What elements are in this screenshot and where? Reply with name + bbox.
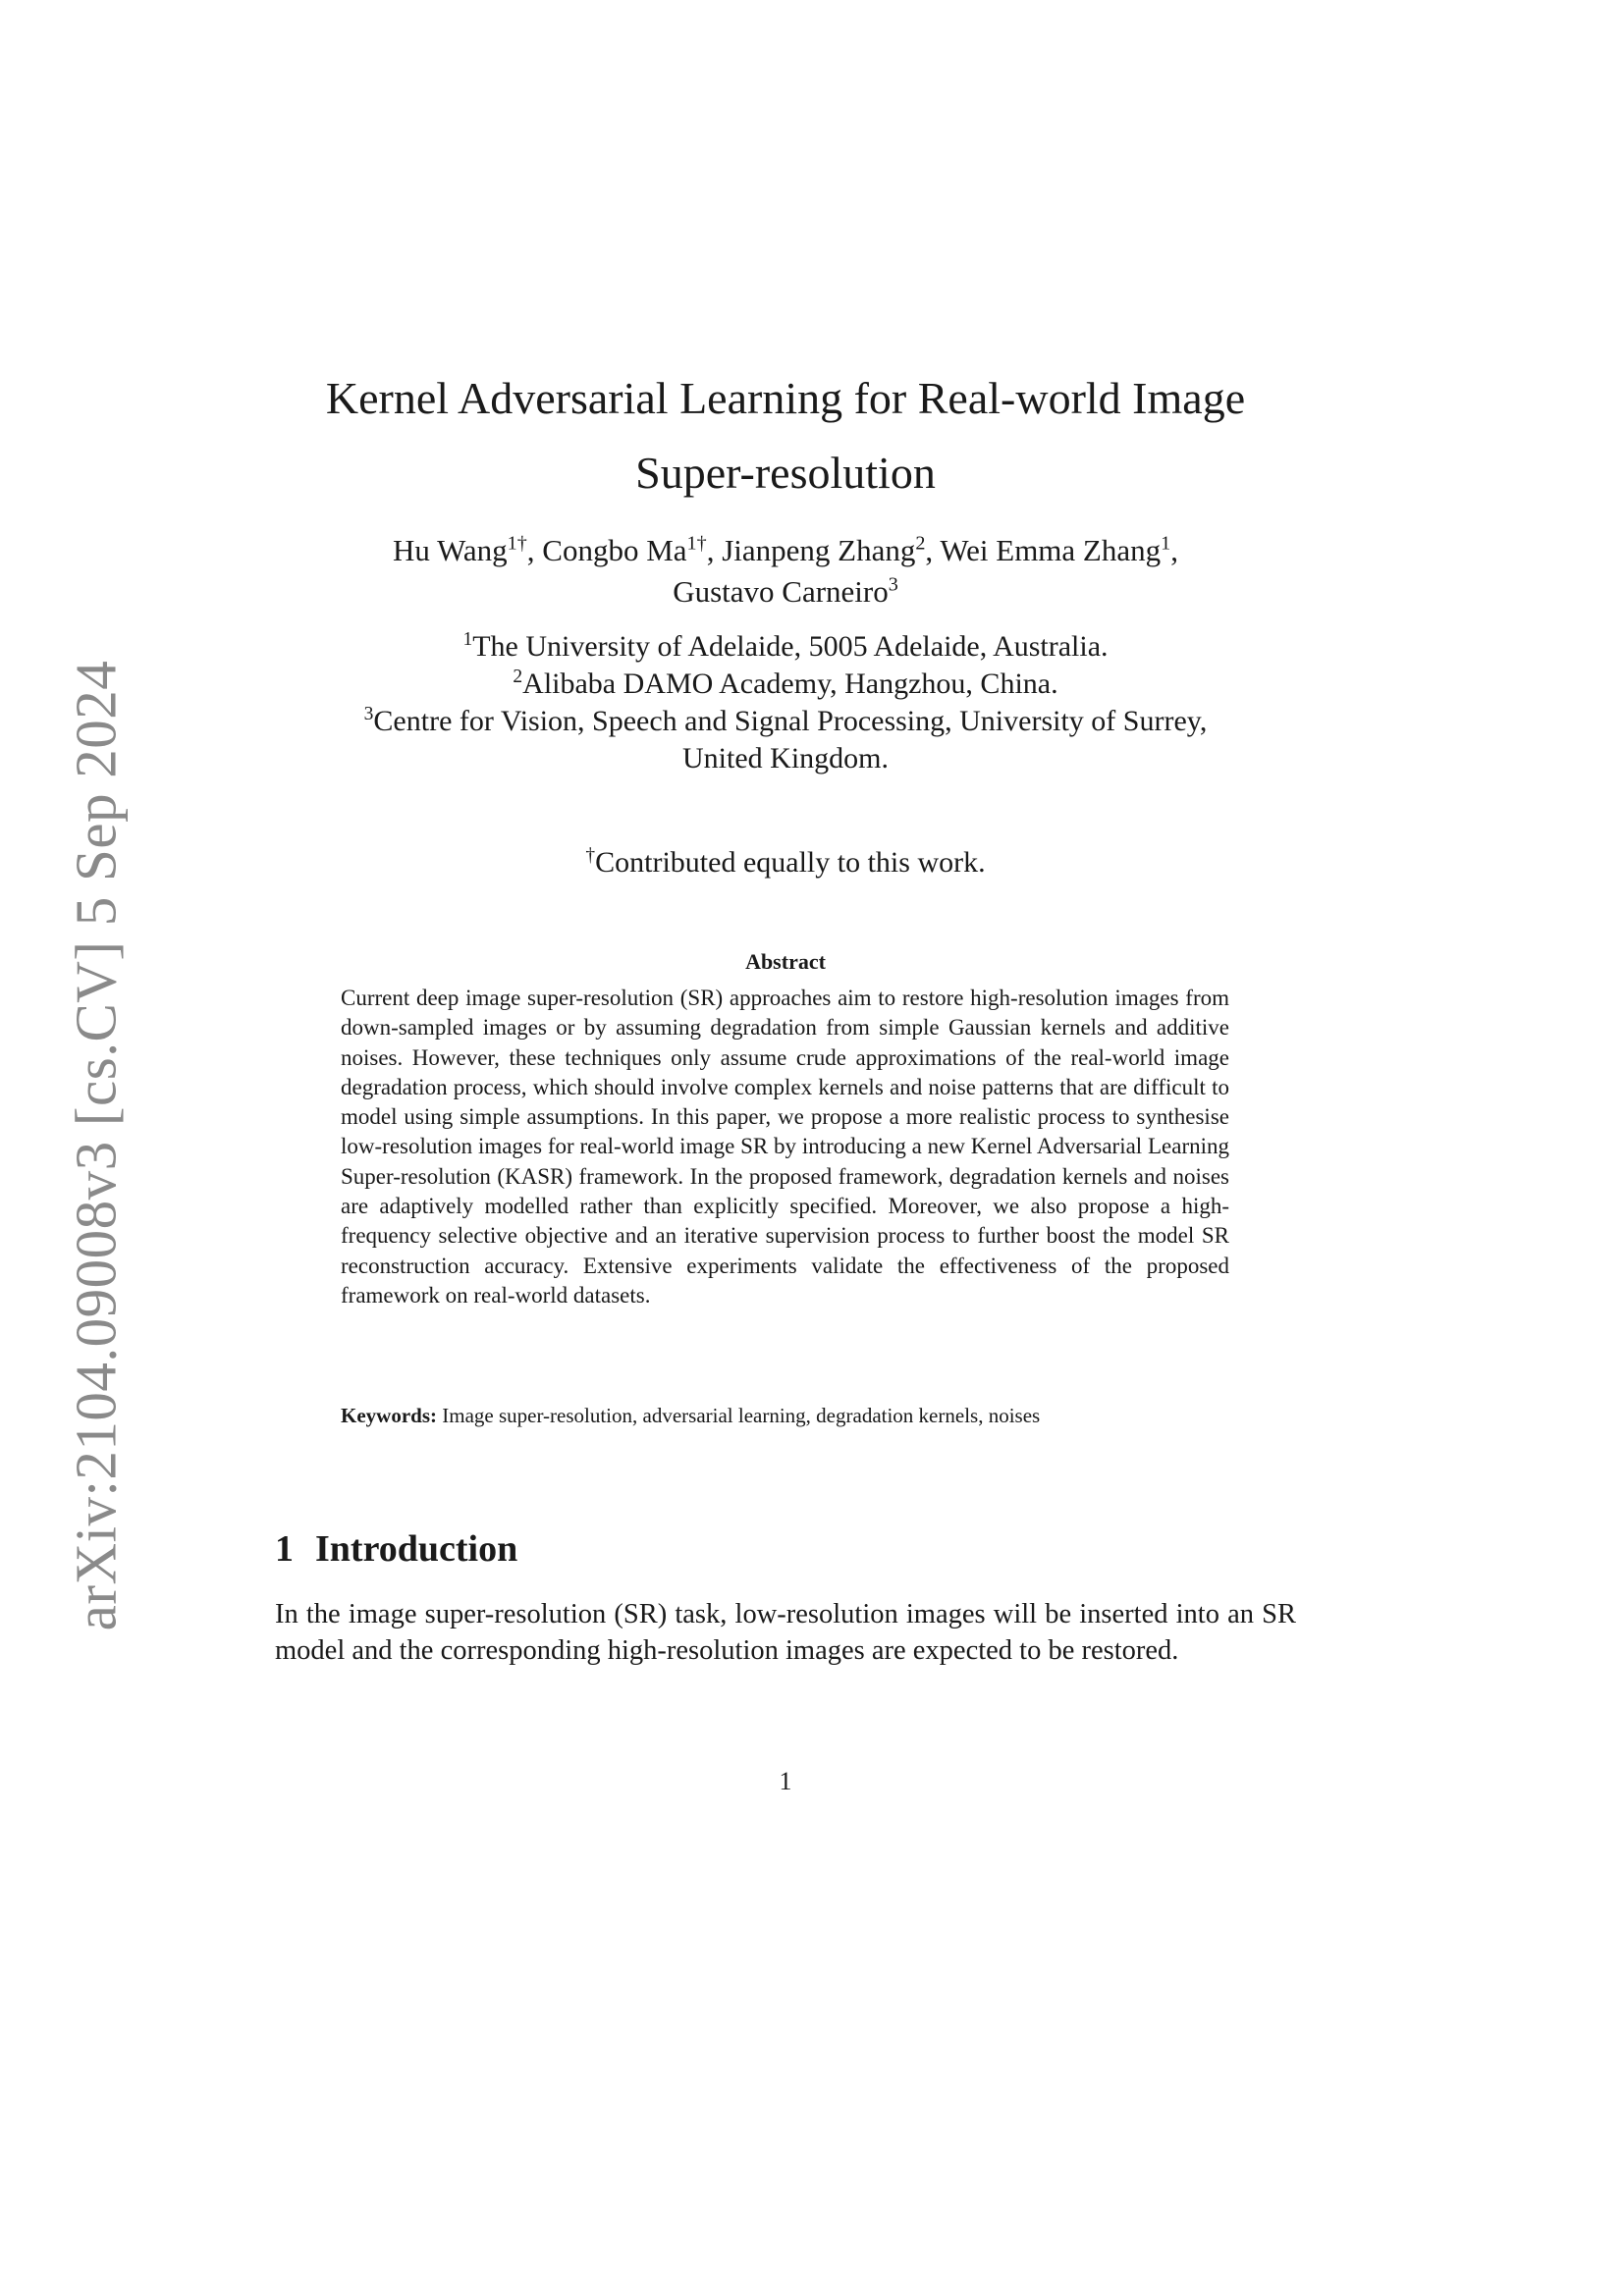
contribution-note: †Contributed equally to this work. bbox=[585, 845, 986, 879]
abstract-heading: Abstract bbox=[745, 949, 826, 974]
intro-paragraph: In the image super-resolution (SR) task, low-resolution images will be inserted into an SR model and the corresponding high-resolution images are expected to be restored. bbox=[275, 1599, 1296, 1666]
affiliation: $^3$Centre for Vision, Speech and Signal Processing, University of Surrey, bbox=[363, 704, 1208, 737]
paper-title bbox=[0, 361, 1571, 510]
author: Jianpeng Zhang$^2$, bbox=[722, 532, 941, 567]
keywords-label: Keywords: bbox=[341, 1404, 437, 1427]
dagger-mark: † bbox=[585, 845, 596, 866]
title-line-1: Kernel Adversarial Learning for Real-world Image bbox=[325, 373, 1246, 423]
affiliation-list bbox=[0, 628, 1571, 777]
section-number: 1 bbox=[275, 1528, 294, 1570]
page-number: 1 bbox=[779, 1767, 792, 1795]
keywords-text: Image super-resolution, adversarial learning, degradation kernels, noises bbox=[442, 1404, 1041, 1427]
affiliation: $^2$Alibaba DAMO Academy, Hangzhou, China. bbox=[513, 667, 1058, 700]
affiliation: United Kingdom. bbox=[682, 742, 889, 774]
author: Wei Emma Zhang$^1$, bbox=[940, 532, 1178, 567]
title-line-2: Super-resolution bbox=[635, 448, 936, 498]
affiliation: $^1$The University of Adelaide, 5005 Adelaide, Australia. bbox=[462, 629, 1109, 663]
author-list bbox=[0, 530, 1571, 613]
keywords bbox=[341, 1402, 1229, 1429]
author: Hu Wang$^{1\dagger}$, bbox=[393, 532, 543, 567]
arxiv-stamp: arXiv:2104.09008v3 [cs.CV] 5 Sep 2024 bbox=[63, 660, 129, 1631]
section-title: Introduction bbox=[315, 1528, 518, 1570]
abstract-text: Current deep image super-resolution (SR) approaches aim to restore high-resolution images from down-sampled images or by assuming degradation from simple Gaussian kernels and additive noises. However, these techniques only assume crude approximations of the real-world image degradation process, which should involve complex kernels and noise patterns that are difficult to model using simple assumptions. In this paper, we propose a more realistic process to synthesise low-resolution images for real-world image SR by introducing a new Kernel Adversarial Learning Super-resolution (KASR) framework. In the proposed framework, degradation kernels and noises are adaptively modelled rather than explicitly specified. Moreover, we also propose a high-frequency selective objective and an iterative supervision process to further boost the model SR reconstruction accuracy. Extensive experiments validate the effectiveness of the proposed framework on real-world datasets. bbox=[341, 986, 1229, 1308]
author: Congbo $Ma^{1\dagger}$, bbox=[542, 532, 723, 567]
author: Gustavo Carneiro$^3$ bbox=[673, 573, 898, 609]
section-heading bbox=[275, 1527, 517, 1571]
